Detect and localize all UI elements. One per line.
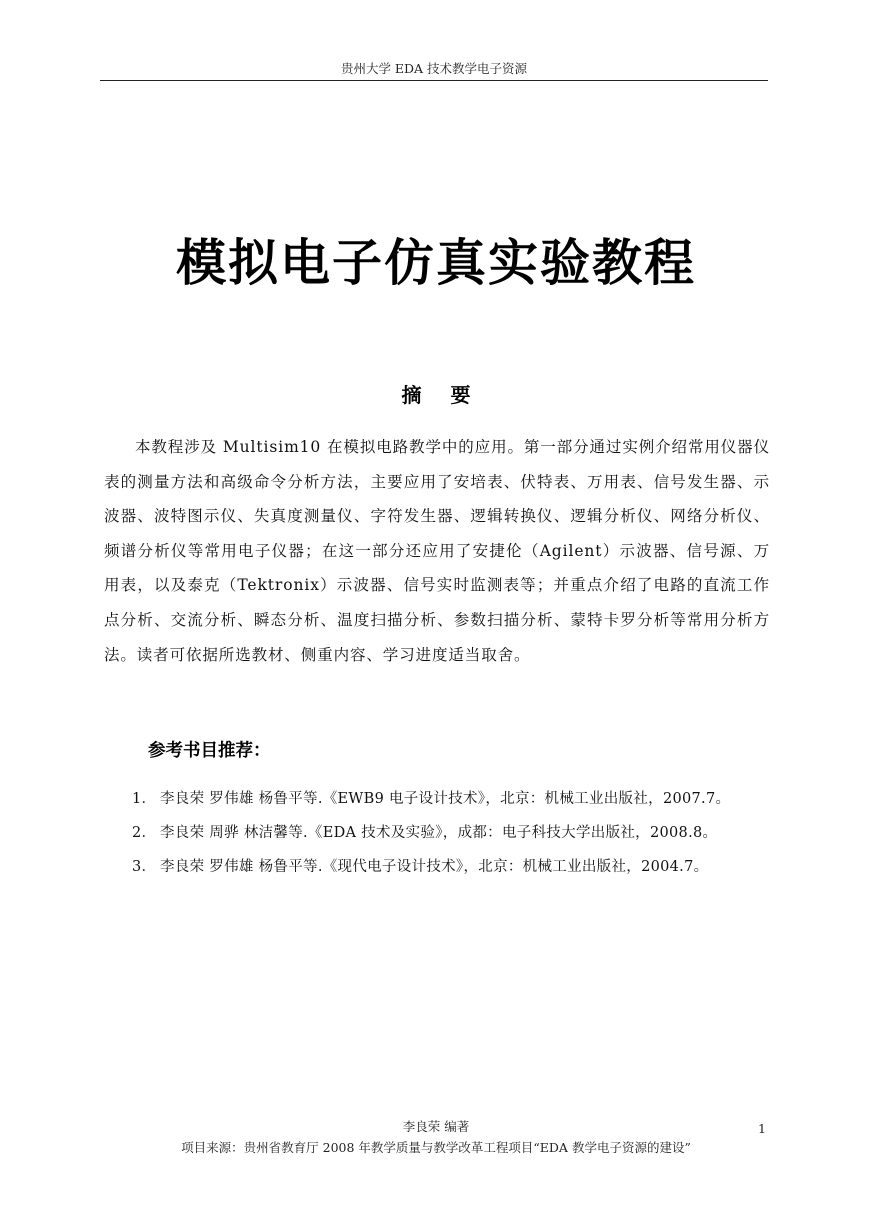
reference-text: 李良荣 罗伟雄 杨鲁平等.《EWB9 电子设计技术》，北京：机械工业出版社，2007.7。 [160,791,731,807]
references-list [132,782,792,884]
footer-author: 李良荣 编著 [402,1119,470,1134]
page-header: 贵州大学 EDA 技术教学电子资源 [100,58,768,81]
reference-number: 1． [132,791,157,807]
reference-item [132,782,792,816]
reference-text: 李良荣 周骅 林洁馨等.《EDA 技术及实验》，成都：电子科技大学出版社，2008.8。 [160,825,718,841]
reference-item [132,850,792,884]
reference-number: 3． [132,859,157,875]
footer-source: 项目来源：贵州省教育厅 2008 年教学质量与教学改革工程项目“EDA 教学电子资源的建设” [181,1140,691,1155]
abstract-heading: 摘 要 [401,383,471,407]
reference-item [132,816,792,850]
page-number: 1 [758,1121,766,1136]
reference-text: 李良荣 罗伟雄 杨鲁平等.《现代电子设计技术》，北京：机械工业出版社，2004.7。 [160,859,709,875]
reference-number: 2． [132,825,157,841]
references-heading: 参考书目推荐： [148,741,271,761]
abstract-body: 本教程涉及 Multisim10 在模拟电路教学中的应用。第一部分通过实例介绍常用仪器仪表的测量方法和高级命令分析方法，主要应用了安培表、伏特表、万用表、信号发生器、示波器、波特图示仪、失真度测量仪、字符发生器、逻辑转换仪、逻辑分析仪、网络分析仪、频谱分析仪等常用电子仪器；在这一部分还应用了安捷伦（Agilent）示波器、信号源、万用表，以及泰克（Tektronix）示波器、信号实时监测表等；并重点介绍了电路的直流工作点分析、交流分析、瞬态分析、温度扫描分析、参数扫描分析、蒙特卡罗分析等常用分析方法。读者可依据所选教材、侧重内容、学习进度适当取舍。 [104,438,770,664]
document-title: 模拟电子仿真实验教程 [176,234,696,292]
